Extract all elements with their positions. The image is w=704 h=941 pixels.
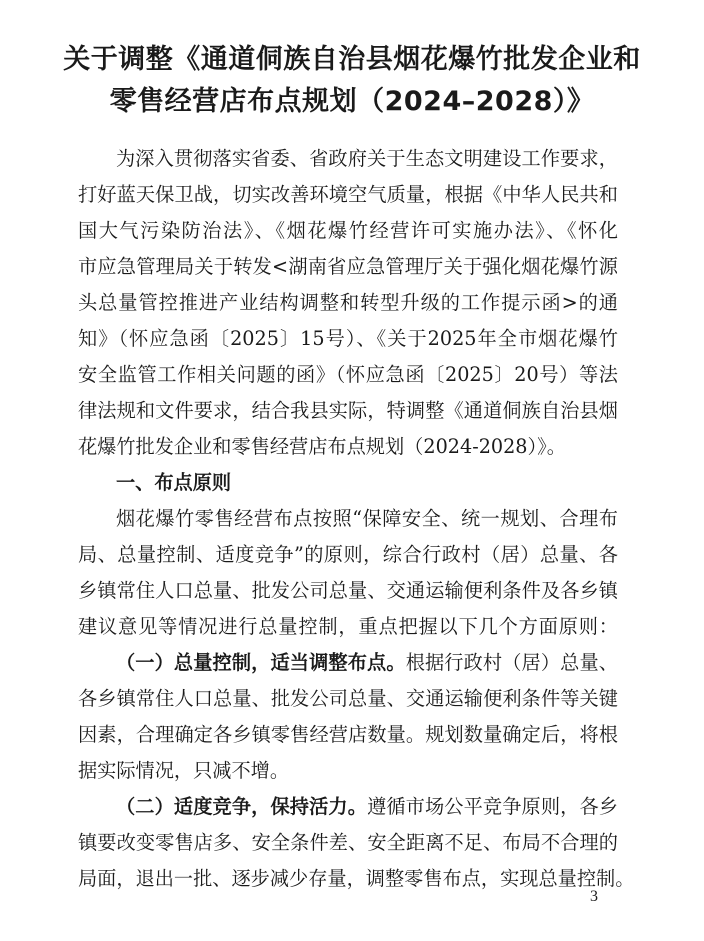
item-1-line: 各乡镇常住人口总量、批发公司总量、交通运输便利条件等关键 bbox=[78, 687, 618, 710]
item-2-first-line bbox=[116, 794, 618, 820]
section-heading: 一、布点原则 bbox=[116, 471, 232, 494]
section-body-line: 建议意见等情况进行总量控制，重点把握以下几个方面原则： bbox=[78, 615, 618, 638]
intro-line: 安全监管工作相关问题的函》（怀应急函〔2025〕20号）等法 bbox=[78, 363, 618, 386]
intro-line: 市应急管理局关于转发<湖南省应急管理厅关于强化烟花爆竹源 bbox=[78, 255, 618, 278]
document-title-line-1: 关于调整《通道侗族自治县烟花爆竹批发企业和 bbox=[63, 44, 641, 75]
section-body-line: 局、总量控制、适度竞争”的原则，综合行政村（居）总量、各 bbox=[78, 543, 618, 566]
intro-line: 花爆竹批发企业和零售经营店布点规划（2024-2028）》。 bbox=[78, 435, 566, 458]
item-2-heading: （二）适度竞争，保持活力。 bbox=[116, 795, 368, 818]
item-1-heading: （一）总量控制，适当调整布点。 bbox=[116, 651, 406, 674]
item-2-text: 遵循市场公平竞争原则，各乡 bbox=[367, 795, 618, 818]
item-1-first-line bbox=[116, 650, 618, 676]
intro-line: 知》（怀应急函〔2025〕15号）、《关于2025年全市烟花爆竹 bbox=[78, 327, 618, 350]
item-2-line: 镇要改变零售店多、安全条件差、安全距离不足、布局不合理的 bbox=[78, 831, 618, 854]
page-number: 3 bbox=[590, 888, 598, 905]
item-1-line: 据实际情况，只减不增。 bbox=[78, 759, 290, 782]
section-body-line: 烟花爆竹零售经营布点按照“保障安全、统一规划、合理布 bbox=[116, 507, 618, 530]
document-title-line-2: 零售经营店布点规划（2024–2028）》 bbox=[109, 86, 595, 117]
item-1-line: 因素，合理确定各乡镇零售经营店数量。规划数量确定后，将根 bbox=[78, 723, 618, 746]
intro-line: 国大气污染防治法》、《烟花爆竹经营许可实施办法》、《怀化 bbox=[78, 219, 618, 242]
section-body-line: 乡镇常住人口总量、批发公司总量、交通运输便利条件及各乡镇 bbox=[78, 579, 618, 602]
item-1-text: 根据行政村（居）总量、 bbox=[405, 651, 618, 674]
intro-line: 打好蓝天保卫战，切实改善环境空气质量，根据《中华人民共和 bbox=[78, 183, 618, 206]
intro-line: 律法规和文件要求，结合我县实际，特调整《通道侗族自治县烟 bbox=[78, 399, 618, 422]
intro-line: 为深入贯彻落实省委、省政府关于生态文明建设工作要求， bbox=[116, 147, 618, 170]
intro-line: 头总量管控推进产业结构调整和转型升级的工作提示函>的通 bbox=[78, 291, 618, 314]
item-2-line: 局面，退出一批、逐步减少存量，调整零售布点，实现总量控制。 bbox=[78, 867, 635, 890]
